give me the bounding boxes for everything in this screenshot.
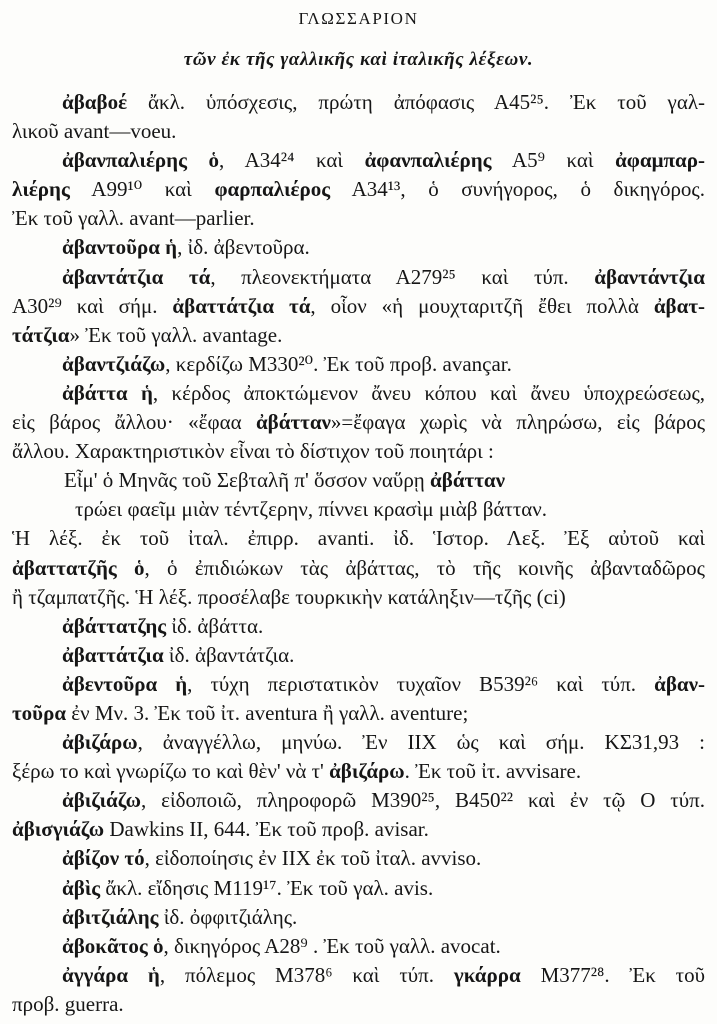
definition-text: ξέρω το καὶ γνωρίζω το καὶ θὲν' νὰ τ' bbox=[12, 759, 330, 784]
definition-text: , εἰδοποίησις ἐν ΙΙΧ ἐκ τοῦ ἰταλ. avviso. bbox=[144, 846, 482, 871]
glossary-entry bbox=[12, 379, 705, 612]
glossary-entry bbox=[12, 612, 705, 641]
definition-text: ἄλλου. Χαρακτηριστικὸν εἶναι τὸ δίστιχον τοῦ ποιητάρι : bbox=[12, 439, 494, 464]
headword: ἀβιζιάζω bbox=[62, 788, 142, 813]
text-line bbox=[12, 757, 705, 786]
headword: γκάρρα bbox=[453, 962, 521, 987]
glossary-entry bbox=[12, 844, 705, 873]
headword: ἀβὶς bbox=[62, 875, 101, 900]
text-line bbox=[12, 437, 705, 466]
headword: ἀβεντοῦρα ἡ bbox=[62, 671, 188, 696]
glossary-entry bbox=[12, 88, 705, 146]
glossary-entry bbox=[12, 146, 705, 233]
headword: ἀβαντζιάζω bbox=[62, 351, 166, 376]
verse-line bbox=[12, 466, 705, 495]
text-line bbox=[12, 903, 705, 932]
definition-text: , Α34²⁴ καὶ bbox=[218, 148, 365, 173]
headword: ἀβιτζιάλης bbox=[62, 904, 159, 929]
definition-text: Εἶμ' ὁ Μηνᾶς τοῦ Σεβταλῆ π' ὅσσον ναὕρῃ bbox=[64, 468, 431, 493]
glossary-entry bbox=[12, 932, 705, 961]
entry-paragraph bbox=[12, 670, 705, 728]
glossary-entry bbox=[12, 670, 705, 728]
definition-text: , τύχη περιστατικὸν τυχαῖον Β539²⁶ καὶ τύπ. bbox=[187, 671, 655, 696]
verse-quote bbox=[12, 466, 705, 524]
headword: ἀβάττα ἡ bbox=[62, 380, 153, 405]
entry-paragraph bbox=[12, 932, 705, 961]
definition-text: , ἀναγγέλλω, μηνύω. Ἐν ΙΙΧ ὡς καὶ σήμ. ΚΣ31,93 : bbox=[137, 730, 705, 755]
glossary-entry bbox=[12, 728, 705, 786]
entry-paragraph bbox=[12, 844, 705, 873]
glossary-entry bbox=[12, 350, 705, 379]
definition-text: ἰδ. ἀβάττα. bbox=[166, 613, 264, 638]
text-line bbox=[12, 670, 705, 699]
headword: ἀβανπαλιέρης ὁ bbox=[62, 148, 219, 173]
headword: ἀβάττατζης bbox=[62, 613, 167, 638]
entry-paragraph bbox=[12, 903, 705, 932]
text-line bbox=[12, 641, 705, 670]
definition-text: ἢ τζαμπατζῆς. Ἡ λέξ. προσέλαβε τουρκικὴν κατάληξιν—τζῆς (ci) bbox=[12, 584, 566, 609]
text-line bbox=[12, 350, 705, 379]
headword: ἀβαττατζῆς ὁ bbox=[12, 555, 145, 580]
text-line bbox=[12, 233, 705, 262]
definition-text: Α30²⁹ καὶ σήμ. bbox=[12, 293, 173, 318]
definition-text: , ὁ ἐπιδιώκων τὰς ἀβάττας, τὸ τῆς κοινῆς ἀβανταδῶρος bbox=[144, 555, 705, 580]
text-line bbox=[12, 204, 705, 233]
text-line bbox=[12, 728, 705, 757]
glossary-entry bbox=[12, 874, 705, 903]
entry-paragraph bbox=[12, 874, 705, 903]
definition-text: ἄκλ. εἴδησις Μ119¹⁷. Ἐκ τοῦ γαλ. avis. bbox=[100, 875, 434, 900]
entry-paragraph bbox=[12, 641, 705, 670]
definition-text: Α5⁹ καὶ bbox=[491, 148, 616, 173]
entry-paragraph bbox=[12, 146, 705, 233]
definition-text: τρώει φαεῖμ μιὰν τέντζερην, πίννει κρασὶμ μιὰβ βάτταν. bbox=[75, 497, 548, 522]
definition-text: » Ἐκ τοῦ γαλλ. avantage. bbox=[69, 322, 283, 347]
definition-text: , κέρδος ἀποκτώμενον ἄνευ κόπου καὶ ἄνευ ὑποχρεώσεως, bbox=[152, 380, 706, 405]
definition-text: , πλεονεκτήματα Α279²⁵ καὶ τύπ. bbox=[210, 264, 595, 289]
definition-text: Α99¹⁰ καὶ bbox=[69, 177, 215, 202]
headword: ἀβαν- bbox=[654, 671, 705, 696]
definition-text: ἰδ. ὀφφιτζιάλης. bbox=[158, 904, 298, 929]
headword: ἀφανπαλιέρης bbox=[364, 148, 492, 173]
text-line bbox=[12, 146, 705, 175]
definition-text: Dawkins II, 644. Ἐκ τοῦ προβ. avisar. bbox=[104, 817, 429, 842]
entry-paragraph bbox=[12, 786, 705, 844]
entry-paragraph bbox=[12, 612, 705, 641]
entry-paragraph bbox=[12, 233, 705, 262]
definition-text: Μ377²⁸. Ἐκ τοῦ bbox=[520, 962, 705, 987]
headword: ἀβάτταν bbox=[255, 410, 331, 435]
definition-text: ἄκλ. ὑπόσχεσις, πρώτη ἀπόφασις Α45²⁵. Ἐκ τοῦ γαλ- bbox=[127, 90, 705, 114]
text-line bbox=[12, 321, 705, 350]
entry-paragraph bbox=[12, 524, 705, 611]
definition-text: Α34¹³, ὁ συνήγορος, ὁ δικηγόρος. bbox=[330, 177, 705, 202]
definition-text: , εἰδοποιῶ, πληροφορῶ Μ390²⁵, Β450²² καὶ ἐν τῷ Ο τύπ. bbox=[141, 788, 705, 813]
entry-paragraph bbox=[12, 350, 705, 379]
text-line bbox=[12, 583, 705, 612]
text-line bbox=[12, 554, 705, 583]
text-line bbox=[12, 990, 705, 1019]
headword: τοῦρα bbox=[12, 700, 67, 725]
entry-paragraph bbox=[12, 728, 705, 786]
headword: ἀγγάρα ἡ bbox=[62, 962, 160, 987]
text-line bbox=[12, 117, 705, 146]
glossary-entry bbox=[12, 961, 705, 1019]
definition-text: Ἡ λέξ. ἐκ τοῦ ἰταλ. ἐπιρρ. avanti. ἰδ. Ἱστορ. Λεξ. Ἐξ αὐτοῦ καὶ bbox=[12, 526, 705, 551]
glossary-entry bbox=[12, 903, 705, 932]
headword: ἀβαντάτζια τά bbox=[62, 264, 211, 289]
definition-text: εἰς βάρος ἄλλου· «ἔφαα bbox=[12, 410, 256, 435]
entry-paragraph bbox=[12, 379, 705, 466]
glossary-entry bbox=[12, 233, 705, 262]
text-line bbox=[12, 263, 705, 292]
definition-text: Ἐκ τοῦ γαλλ. avant—parlier. bbox=[12, 206, 255, 231]
definition-text: , κερδίζω Μ330²⁰. Ἐκ τοῦ προβ. avançar. bbox=[165, 351, 512, 376]
page-subtitle: τῶν ἐκ τῆς γαλλικῆς καὶ ἰταλικῆς λέξεων. bbox=[183, 49, 534, 70]
headword: ἀβαττάτζια τά bbox=[172, 293, 311, 318]
text-line bbox=[12, 961, 705, 990]
text-line bbox=[12, 524, 705, 553]
definition-text: »=ἔφαγα χωρὶς νὰ πληρώσω, εἰς βάρος bbox=[330, 410, 706, 435]
text-line bbox=[12, 932, 705, 961]
headword: ἀβιζάρω bbox=[62, 730, 138, 755]
headword: ἀβισγιάζω bbox=[12, 817, 105, 842]
text-line bbox=[12, 786, 705, 815]
entry-paragraph bbox=[12, 88, 705, 146]
text-line bbox=[12, 699, 705, 728]
definition-text: , πόλεμος Μ378⁶ καὶ τύπ. bbox=[159, 962, 454, 987]
definition-text: , οἷον «ἡ μουχταριτζῆ ἔθει πολλὰ bbox=[310, 293, 654, 318]
text-line bbox=[12, 175, 705, 204]
text-line bbox=[12, 874, 705, 903]
definition-text: , δικηγόρος Α28⁹ . Ἐκ τοῦ γαλλ. avocat. bbox=[163, 933, 501, 958]
entry-paragraph bbox=[12, 961, 705, 1019]
definition-text: ἰδ. ἀβαντάτζια. bbox=[163, 642, 295, 667]
text-line bbox=[12, 815, 705, 844]
definition-text: ἐν Μν. 3. Ἐκ τοῦ ἰτ. aventura ἢ γαλλ. aventure; bbox=[66, 700, 469, 725]
text-line bbox=[12, 612, 705, 641]
definition-text: , ἰδ. ἀβεντοῦρα. bbox=[177, 235, 310, 260]
headword: φαρπαλιέρος bbox=[214, 177, 331, 202]
text-line bbox=[12, 292, 705, 321]
verse-line bbox=[12, 495, 705, 524]
headword: λιέρης bbox=[12, 177, 70, 202]
text-line bbox=[12, 408, 705, 437]
definition-text: προβ. guerra. bbox=[12, 991, 124, 1016]
glossary-entry bbox=[12, 786, 705, 844]
page-title: ΓΛΩΣΣΑΡΙΟΝ bbox=[298, 9, 419, 28]
text-line bbox=[12, 844, 705, 873]
definition-text: . Ἐκ τοῦ ἰτ. avvisare. bbox=[404, 759, 582, 784]
glossary-entry bbox=[12, 263, 705, 350]
headword: ἀβίζον τό bbox=[62, 846, 145, 871]
headword: ἀβαντάντζια bbox=[594, 264, 705, 289]
glossary-entry bbox=[12, 641, 705, 670]
headword: ἀβαντοῦρα ἡ bbox=[62, 235, 178, 260]
headword: ἀβοκᾶτος ὁ bbox=[62, 933, 164, 958]
headword: ἀβάτταν bbox=[430, 468, 506, 493]
headword: ἀβατ- bbox=[653, 293, 705, 318]
text-line bbox=[12, 379, 705, 408]
glossary-body bbox=[12, 88, 705, 1019]
headword: ἀβιζάρω bbox=[329, 759, 405, 784]
headword: ἀφαμπαρ- bbox=[615, 148, 705, 173]
headword: ἀβαβοέ bbox=[62, 90, 128, 114]
definition-text: λικοῦ avant—voeu. bbox=[12, 119, 177, 144]
headword: ἀβαττάτζια bbox=[62, 642, 164, 667]
headword: τάτζια bbox=[12, 322, 70, 347]
text-line bbox=[12, 88, 705, 117]
entry-paragraph bbox=[12, 263, 705, 350]
